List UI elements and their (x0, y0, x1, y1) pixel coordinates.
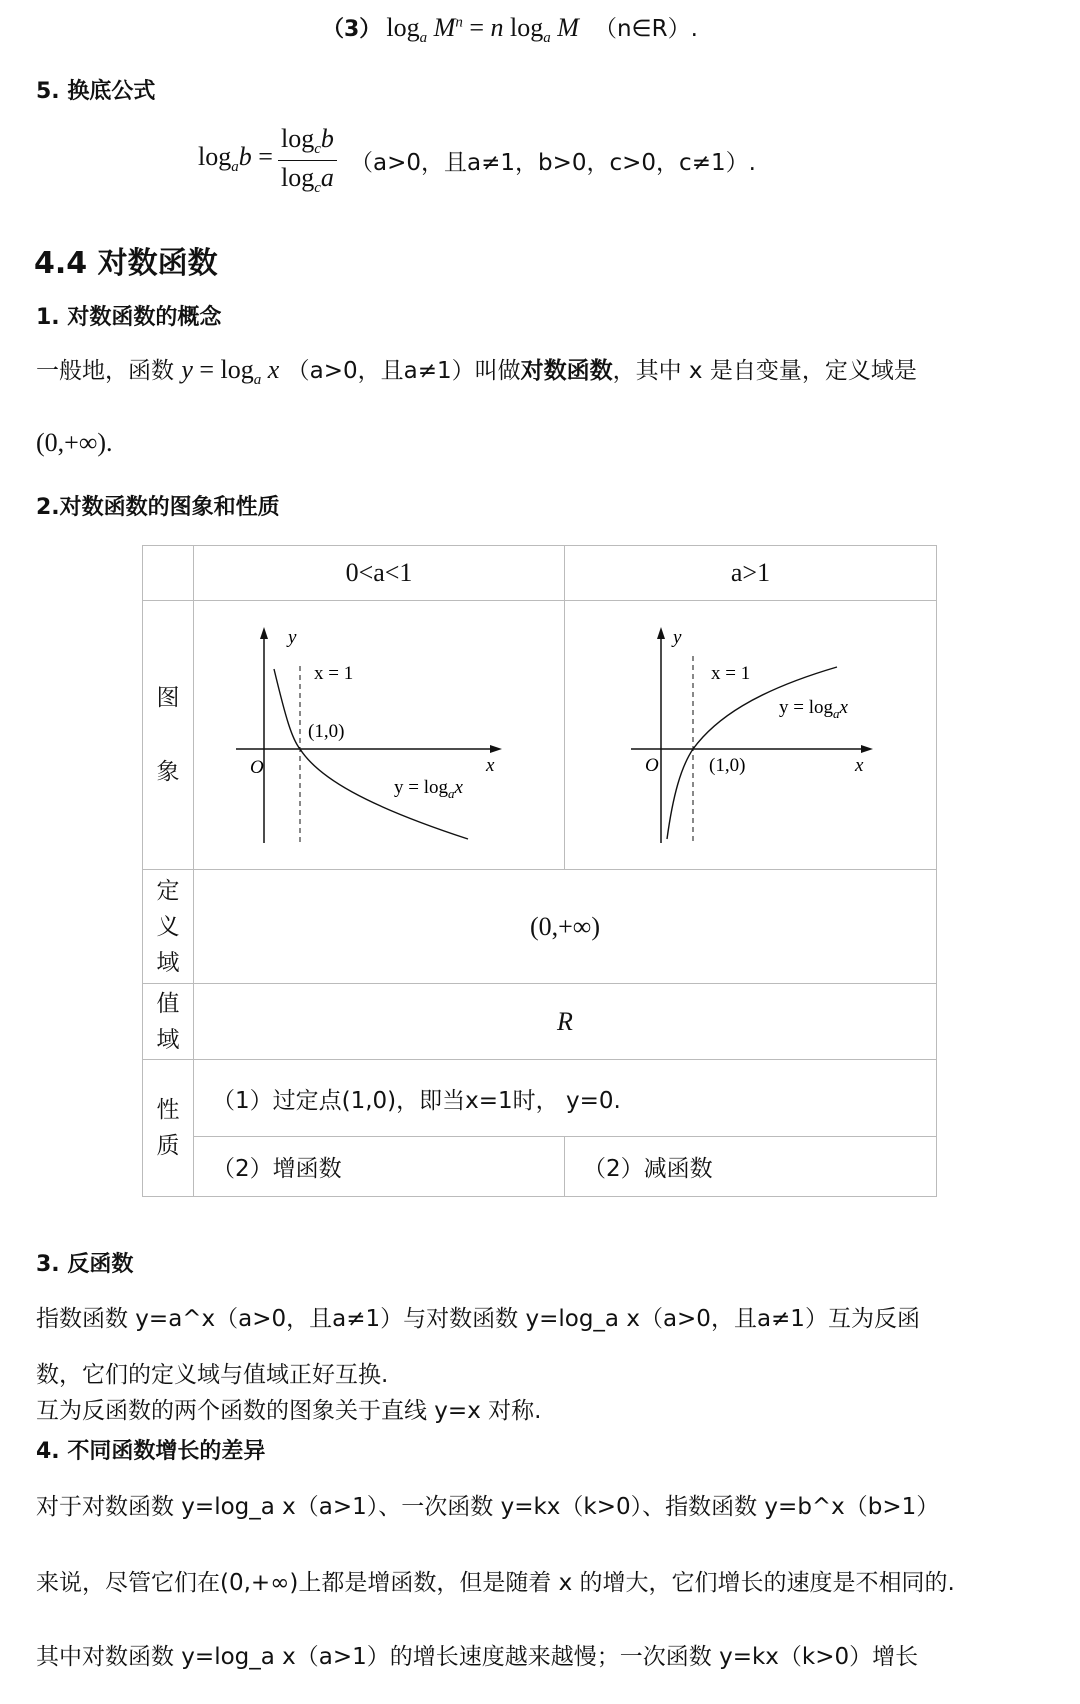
table-col-2: a>1 (565, 546, 937, 601)
g2-origin: O (645, 755, 659, 776)
s3-heading: 3. 反函数 (36, 1252, 134, 1277)
formula-3-cond: （n∈R）. (593, 16, 698, 42)
s1-line1-b: ，其中 x 是自变量，定义域是 (612, 358, 917, 384)
s1-line1-a: 一般地，函数 (36, 358, 174, 384)
row-domain-label (143, 870, 194, 984)
prop-2-left: （2）增函数 (194, 1137, 565, 1197)
g2-x-label: x (855, 755, 864, 776)
s1-line1-cond: （a>0，且a≠1）叫做 (286, 358, 521, 384)
range-value: R (194, 984, 937, 1060)
s1-line1 (36, 352, 917, 389)
s1-line1-bold: 对数函数 (520, 358, 613, 384)
g1-x-label: x (486, 755, 495, 776)
row-domain-char-2: 义 (156, 913, 180, 940)
s1-line2: (0,+∞). (36, 428, 113, 457)
formula-3-label: （3） (322, 17, 382, 42)
g1-curve-label: $y = \log_ax$ (394, 777, 463, 801)
g1-vline-label: x = 1 (314, 663, 354, 684)
g2-y-label: y (673, 627, 682, 648)
g2-curve-label: $y = \log_ax$ (779, 697, 848, 721)
s4-line1: 对于对数函数 y=log_a x（a>1）、一次函数 y=kx（k>0）、指数函数 y=b^x（b>1） (36, 1494, 940, 1520)
row-graph-label (143, 601, 194, 870)
s3-line3: 互为反函数的两个函数的图象关于直线 y=x 对称. (36, 1398, 542, 1424)
g1-point: (1,0) (308, 721, 345, 742)
row-range-label (143, 984, 194, 1060)
row-domain-char-1: 定 (156, 877, 180, 904)
graph-increasing (565, 601, 937, 870)
row-domain-char-3: 域 (156, 949, 180, 976)
row-prop-char-1: 性 (156, 1097, 180, 1123)
row-prop-char-2: 质 (156, 1133, 180, 1159)
s2-heading: 2.对数函数的图象和性质 (36, 495, 280, 520)
table-col-1: 0<a<1 (194, 546, 565, 601)
s4-heading: 4. 不同函数增长的差异 (36, 1439, 266, 1464)
row-range-char-1: 值 (156, 990, 180, 1017)
s3-line1: 指数函数 y=a^x（a>0，且a≠1）与对数函数 y=log_a x（a>0，且a≠1）互为反函 (36, 1306, 920, 1332)
s1-heading: 1. 对数函数的概念 (36, 305, 222, 330)
formula-fraction: $\frac{\log_cb}{\log_ca}$ (278, 124, 337, 197)
section-title: 4.4 对数函数 (34, 246, 218, 281)
prop-2-right: （2）减函数 (565, 1137, 937, 1197)
row-graph-char-2: 象 (156, 759, 180, 785)
s1-func: $y = \log_a x$ (181, 355, 280, 389)
change-of-base-cond: （a>0，且a≠1，b>0，c>0，c≠1）. (350, 150, 756, 177)
s4-line3: 其中对数函数 y=log_a x（a>1）的增长速度越来越慢；一次函数 y=kx（k>0）增长 (36, 1644, 919, 1670)
row-graph-char-1: 图 (156, 685, 180, 711)
formula-3-math: $\log_a M^n = n$ $\log_a M$ (386, 13, 579, 47)
graph-decreasing-svg (194, 601, 565, 865)
change-of-base-formula: $\log_ab$ = $\frac{\log_cb}{\log_ca}$ （a>0，且a≠1，b>0，c>0，c≠1）. (198, 124, 756, 197)
row-prop-label (143, 1060, 194, 1197)
graph-decreasing (194, 601, 565, 870)
table-corner (143, 546, 194, 601)
g2-point: (1,0) (709, 755, 746, 776)
graph-increasing-svg (565, 601, 937, 865)
s3-line2: 数，它们的定义域与值域正好互换. (36, 1362, 389, 1388)
g1-y-label: y (288, 627, 297, 648)
prop-1: （1）过定点(1,0)，即当x=1时， y=0. (194, 1060, 937, 1137)
section-5-heading: 5. 换底公式 (36, 79, 156, 104)
s4-line2: 来说，尽管它们在(0,+∞)上都是增函数，但是随着 x 的增大，它们增长的速度是不相同的. (36, 1570, 955, 1596)
properties-table (142, 545, 937, 1197)
row-range-char-2: 域 (156, 1026, 180, 1053)
domain-value: (0,+∞) (194, 870, 937, 984)
g2-vline-label: x = 1 (711, 663, 751, 684)
formula-3 (322, 10, 698, 47)
g1-origin: O (250, 757, 264, 778)
